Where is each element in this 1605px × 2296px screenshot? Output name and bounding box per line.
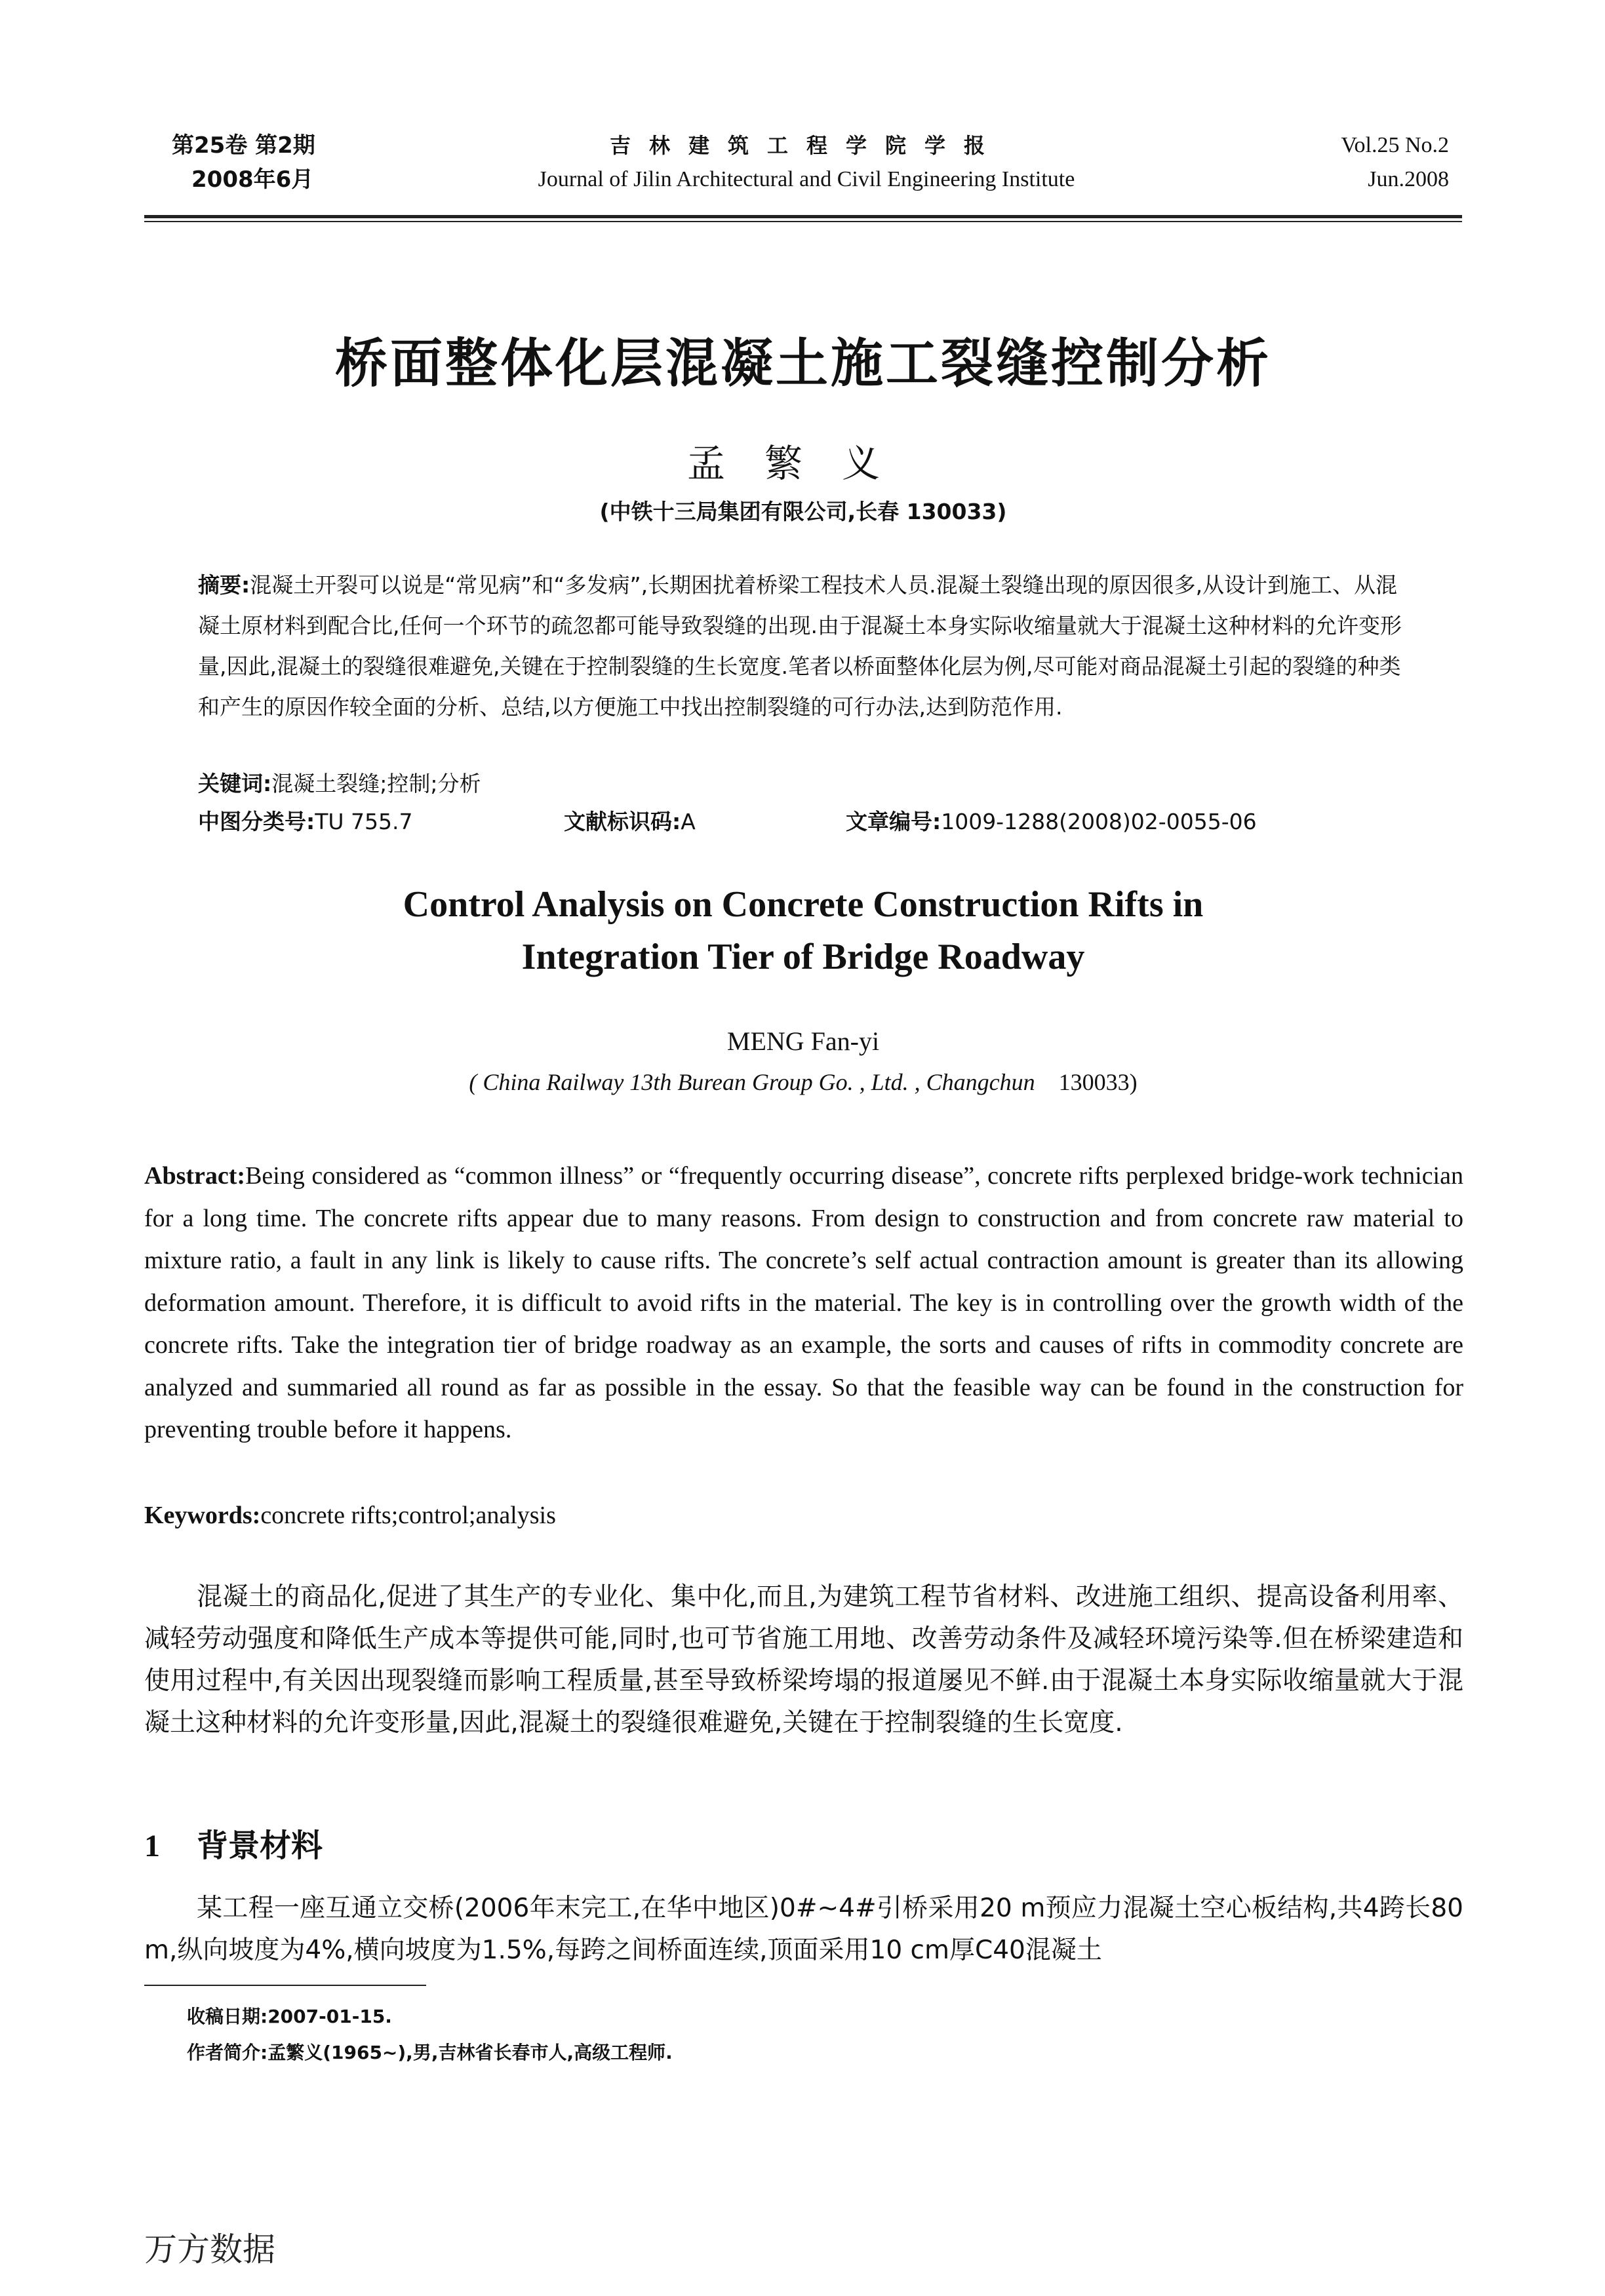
keywords-zh-text: 混凝土裂缝;控制;分析 xyxy=(271,771,481,796)
running-header-volume xyxy=(172,128,447,197)
keywords-en xyxy=(144,1501,556,1530)
keywords-zh-label: 关键词: xyxy=(198,771,272,796)
header-rule-thick xyxy=(144,215,1462,218)
journal-name-zh: 吉林建筑工程学院学报 xyxy=(609,133,1003,158)
author-affiliation-en xyxy=(131,1068,1475,1096)
abstract-zh-text: 混凝土开裂可以说是“常见病”和“多发病”,长期困扰着桥梁工程技术人员.混凝土裂缝出现的原因很多,从设计到施工、从混凝土原材料到配合比,任何一个环节的疏忽都可能导致裂缝的出现.由于混凝土本身实际收缩量就大于混凝土这种材料的允许变形量,因此,混凝土的裂缝很难避免,关键在于控制裂缝的生长宽度.笔者以桥面整体化层为例,尽可能对商品混凝土引起的裂缝的种类和产生的原因作较全面的分析、总结,以方便施工中找出控制裂缝的可行办法,达到防范作用. xyxy=(198,572,1402,720)
abstract-zh-label: 摘要: xyxy=(198,572,250,598)
keywords-zh xyxy=(198,767,481,798)
header-rule-thin xyxy=(144,221,1462,222)
running-header-vol-en xyxy=(1219,128,1449,197)
clc-number xyxy=(198,805,412,836)
article-no-label: 文章编号: xyxy=(846,809,941,834)
affiliation-en-text: ( China Railway 13th Burean Group Go. , Ltd. , Changchun xyxy=(469,1069,1035,1095)
date-en: Jun.2008 xyxy=(1368,167,1449,191)
section-title: 背景材料 xyxy=(197,1827,323,1864)
keywords-en-label: Keywords: xyxy=(144,1502,261,1529)
author-name-en: MENG Fan-yi xyxy=(726,1026,880,1056)
intro-paragraph: 混凝土的商品化,促进了其生产的专业化、集中化,而且,为建筑工程节省材料、改进施工组织、提高设备利用率、减轻劳动强度和降低生产成本等提供可能,同时,也可节省施工用地、改善劳动条件及减轻环境污染等.但在桥梁建造和使用过程中,有关因出现裂缝而影响工程质量,甚至导致桥梁垮塌的报道屡见不鲜.由于混凝土本身实际收缩量就大于混凝土这种材料的允许变形量,因此,混凝土的裂缝很难避免,关键在于控制裂缝的生长宽度. xyxy=(144,1582,1463,1738)
paper-title-en xyxy=(131,878,1475,983)
paper-title: 桥面整体化层混凝土施工裂缝控制分析 xyxy=(335,333,1271,394)
document-code xyxy=(564,805,696,836)
abstract-en xyxy=(144,1155,1463,1451)
footnote-rule xyxy=(144,1985,426,1986)
vol-no-en: Vol.25 No.2 xyxy=(1341,133,1449,157)
section-heading-1 xyxy=(144,1820,323,1865)
watermark-text: 万方数据 xyxy=(144,2230,275,2268)
footnote-author-bio: 作者简介:孟繁义(1965~),男,吉林省长春市人,高级工程师. xyxy=(187,2042,673,2063)
abstract-en-text: Being considered as “common illness” or “frequently occurring disease”, concrete rifts perplexed bridge-work technician for a long time. The concrete rifts appear due to many reasons. From design to construction and from concrete raw material to mixture ratio, a fault in any link is likely to cause rifts. The concrete’s self actual contraction amount is greater than its allowing deformation amount. Therefore, it is difficult to avoid rifts in the material. The key is in controlling over the growth width of the concrete rifts. Take the integration tier of bridge roadway as an example, the sorts and causes of rifts in commodity concrete are analyzed and summaried all round as far as possible in the essay. So that the feasible way can be found in the construction for preventing trouble before it happens. xyxy=(144,1162,1463,1443)
title-en-line1: Control Analysis on Concrete Construction Rifts in xyxy=(403,884,1204,925)
volume-issue: 第25卷 第2期 xyxy=(172,132,315,159)
article-no-value: 1009-1288(2008)02-0055-06 xyxy=(941,809,1257,834)
author-name: 孟繁义 xyxy=(686,441,919,486)
title-en-line2: Integration Tier of Bridge Roadway xyxy=(521,937,1085,977)
affiliation-en-code: 130033) xyxy=(1058,1069,1138,1095)
running-header-journal xyxy=(459,128,1154,197)
article-number xyxy=(846,805,1257,836)
clc-label: 中图分类号: xyxy=(198,809,315,834)
journal-name-en: Journal of Jilin Architectural and Civil Engineering Institute xyxy=(538,167,1075,191)
abstract-zh xyxy=(198,565,1417,728)
clc-value: TU 755.7 xyxy=(315,809,413,834)
doc-code-value: A xyxy=(681,809,696,834)
keywords-en-text: concrete rifts;control;analysis xyxy=(260,1502,556,1529)
abstract-en-label: Abstract: xyxy=(144,1162,246,1190)
issue-date: 2008年6月 xyxy=(191,166,314,193)
author-affiliation: (中铁十三局集团有限公司,长春 130033) xyxy=(599,499,1007,524)
doc-code-label: 文献标识码: xyxy=(564,809,681,834)
section-number: 1 xyxy=(144,1829,160,1863)
section1-paragraph: 某工程一座互通立交桥(2006年末完工,在华中地区)0#~4#引桥采用20 m预应力混凝土空心板结构,共4跨长80 m,纵向坡度为4%,横向坡度为1.5%,每跨之间桥面连续,顶面采用10 cm厚C40混凝土 xyxy=(144,1894,1463,1965)
footnote-received: 收稿日期:2007-01-15. xyxy=(187,2006,392,2027)
